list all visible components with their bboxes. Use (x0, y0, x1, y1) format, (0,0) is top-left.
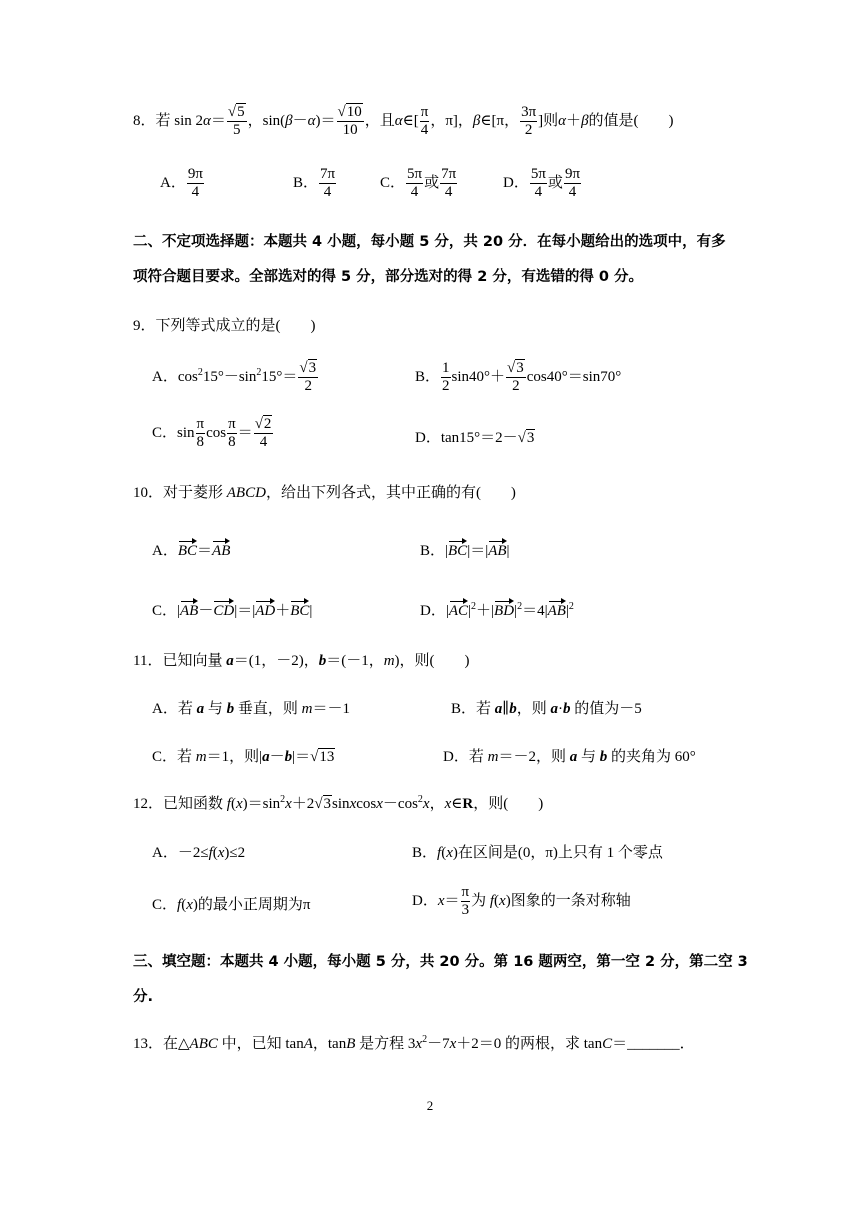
q9-option-a: A．$\cos^215^\circ-\sin^215^\circ=$ $\frac{√3}{2}$ (152, 360, 317, 395)
q11-option-a: A．若 a 与 b 垂直，则 m＝－1 (152, 701, 350, 717)
section-3-heading-line2: 分. (133, 989, 154, 1005)
q9-option-d: D．tan15°＝2－√3 (415, 430, 535, 446)
q12-option-a: A．－2≤f(x)≤2 (152, 845, 246, 861)
q10-option-b: B．|BC|＝|AB| (420, 543, 510, 559)
fraction: $\frac{√10}{10}$ (337, 104, 362, 139)
q11-stem: 11．已知向量 a＝(1，－2)，b＝(－1，m)，则( ) (133, 653, 470, 669)
page-number: 2 (426, 1098, 434, 1113)
q12-stem: 12．已知函数 $f(x)=\sin^2x+2√3sinxcosx-\cos^2x$，x∈R，则( ) (133, 794, 544, 812)
q8-option-d: D． $\frac{5\pi}{4}$ 或 $\frac{9\pi}{4}$ (503, 166, 581, 201)
section-2-heading-line2: 项符合题目要求。全部选对的得 5 分，部分选对的得 2 分，有选错的得 0 分。 (133, 269, 644, 285)
q9-option-b: B． $\frac{1}{2}$ sin40°＋ $\frac{√3}{2}$ cos40°＝sin70° (415, 360, 622, 395)
q10-option-a: A．BC＝AB (152, 543, 231, 559)
q9-option-c: C．sin $\frac{\pi}{8}$ cos $\frac{\pi}{8}$ ＝ $\frac{√2}{4}$ (152, 416, 272, 451)
q10-option-d: D．$|AC|^2+|BD|^2=4|AB|^2$ (420, 601, 574, 619)
q8-option-a: A． $\frac{9\pi}{4}$ (160, 166, 203, 201)
q8-option-c: C． $\frac{5\pi}{4}$ 或 $\frac{7\pi}{4}$ (380, 166, 457, 201)
q10-option-c: C．|AB－CD|＝|AD＋BC| (152, 603, 313, 619)
q12-option-c: C．f(x)的最小正周期为π (152, 897, 311, 913)
q8-option-b: B． $\frac{7\pi}{4}$ (293, 166, 336, 201)
q11-option-d: D．若 m＝－2，则 a 与 b 的夹角为 60° (443, 749, 696, 765)
q11-option-c: C．若 m＝1，则|a－b|＝√13 (152, 749, 335, 765)
q8-stem: 8．若 sin 2α＝ $\frac{√5}{5}$ ，sin(β－α)＝ $\frac{√10}{10}$ ，且α∈[ $\frac{\pi}{4}$ ，π]，β∈[π， $\frac{3\pi}{2}$ ]则α＋β的值是( ) (133, 104, 674, 139)
section-3-heading: 三、填空题：本题共 4 小题，每小题 5 分，共 20 分。第 16 题两空，第一空 2 分，第二空 3 (133, 954, 748, 970)
q10-stem: 10．对于菱形 ABCD，给出下列各式，其中正确的有( ) (133, 485, 516, 501)
q9-stem: 9．下列等式成立的是( ) (133, 318, 316, 334)
fraction: $\frac{√5}{5}$ (227, 104, 245, 139)
q12-option-b: B．f(x)在区间是(0，π)上只有 1 个零点 (412, 845, 663, 861)
fraction: $\frac{\pi}{4}$ (420, 104, 429, 139)
q11-option-b: B．若 a∥b，则 a·b 的值为－5 (451, 701, 642, 717)
section-2-heading: 二、不定项选择题：本题共 4 小题，每小题 5 分，共 20 分．在每小题给出的选项中，有多 (133, 234, 726, 250)
q13-stem: 13．在△ABC 中，已知 tanA，tanB 是方程 $3x^2-7x+2=0$ 的两根，求 tanC＝_______． (133, 1034, 695, 1052)
fraction: $\frac{3\pi}{2}$ (521, 104, 537, 139)
q12-option-d: D．x＝ $\frac{\pi}{3}$ 为 f(x)图象的一条对称轴 (412, 884, 631, 919)
